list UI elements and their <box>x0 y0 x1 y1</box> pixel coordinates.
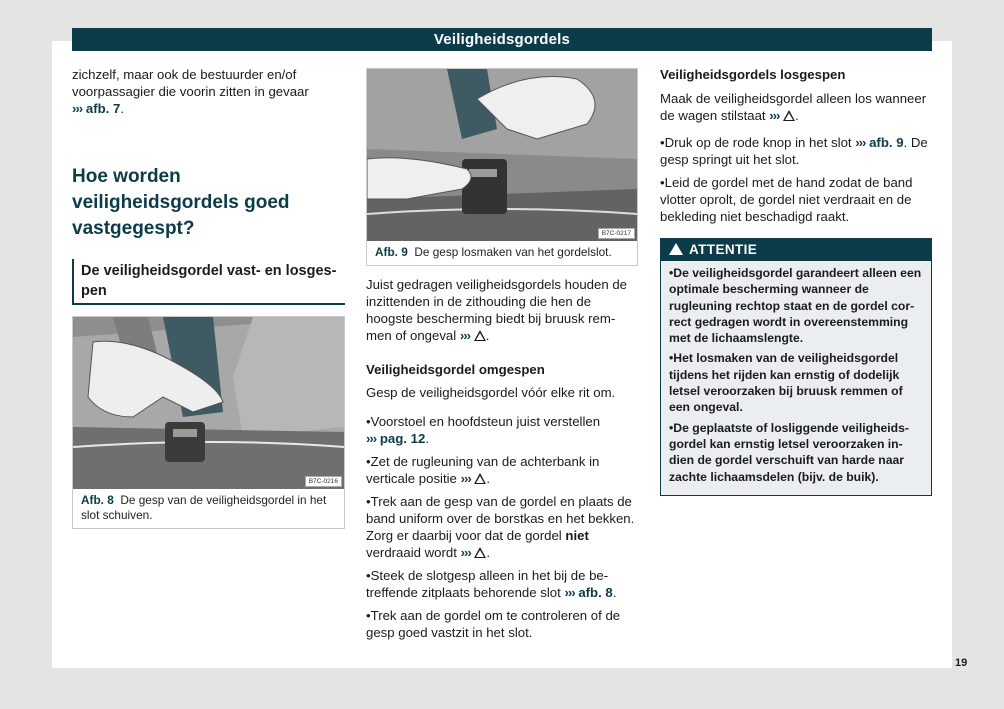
figure-8 <box>72 316 345 529</box>
figure-link[interactable]: afb. 7 <box>85 101 121 116</box>
caption-text: De gesp van de veiligheidsgordel in het slot schuiven. <box>81 493 327 522</box>
column-right <box>660 66 932 496</box>
page-link[interactable]: pag. 12 <box>379 431 426 446</box>
figure-link[interactable]: afb. 9 <box>869 135 904 150</box>
list-item: • Zet de rugleuning van de achterbank in verticale positie ››› . <box>366 453 638 487</box>
list-item: • Steek de slotgesp alleen in het bij de be-treffende zitplaats behorende slot ››› afb. 8. <box>366 567 638 601</box>
paragraph-text: Juist gedragen veiligheidsgordels houden de inzittenden in de zithouding die hen de hoogste bescherming biedt bij bruusk rem-men of ongeval <box>366 277 628 343</box>
chevron-icon: ››› <box>366 431 377 446</box>
list-item: • Druk op de rode knop in het slot ››› afb. 9. De gesp springt uit het slot. <box>660 134 932 168</box>
warning-icon[interactable] <box>474 473 486 484</box>
attention-item: • De veiligheidsgordel garandeert alleen een optimale bescherming wanneer de rugleuning rechtop staat en de gordel cor-rect gedragen wordt in overeenstemming met de lichaamslengte. <box>669 265 923 346</box>
emphasis-text: niet <box>565 528 589 543</box>
intro-paragraph: zichzelf, maar ook de bestuurder en/of voorpassagier die voorin zitten in gevaar ››› afb. 7. <box>72 67 309 116</box>
chevron-icon: ››› <box>460 545 471 560</box>
list-item: • Trek aan de gesp van de gordel en plaats de band uniform over de borstkas en het bekken. Zorg er daarbij voor dat de gordel niet verdraaid wordt ››› . <box>366 493 638 561</box>
intro-text: zichzelf, maar ook de bestuurder en/of voorpassagier die voorin zitten in gevaar <box>72 67 309 99</box>
seatbelt-release-illustration <box>367 69 637 241</box>
figure-code: B7C-0216 <box>305 476 342 487</box>
list-item-text: Druk op de rode knop in het slot <box>664 135 852 150</box>
chevron-icon: ››› <box>72 101 83 116</box>
warning-icon[interactable] <box>474 330 486 341</box>
figure-link[interactable]: afb. 8 <box>578 585 613 600</box>
list-item-text: De gesp springt uit het slot. <box>660 135 928 167</box>
section-title: Veiligheidsgordel omgespen <box>366 362 545 377</box>
attention-title: ATTENTIE <box>689 242 758 257</box>
list-item <box>660 174 932 225</box>
attention-header <box>661 239 931 261</box>
list-item-text: Trek aan de gesp van de gordel en plaats de band uniform over de borstkas en het bekken. Zorg er daarbij voor dat de gordel <box>366 494 635 543</box>
seatbelt-buckle-insert-illustration <box>73 317 344 489</box>
list-item-text: Voorstoel en hoofdsteun juist verstellen <box>370 414 601 429</box>
caption-text: De gesp losmaken van het gordelslot. <box>414 245 612 259</box>
figure-caption <box>73 489 344 528</box>
list-item-text: Trek aan de gordel om te controleren of de gesp goed vastzit in het slot. <box>366 608 621 640</box>
chapter-header: Veiligheidsgordels <box>72 28 932 51</box>
warning-icon <box>669 243 683 255</box>
list-item-text: Leid de gordel met de hand zodat de band vlotter oprolt, de gordel niet verdraait en de bekleding niet beschadigd raakt. <box>660 175 913 224</box>
chevron-icon: ››› <box>564 585 575 600</box>
column-left <box>72 66 345 529</box>
column-middle <box>366 68 638 641</box>
attention-item: • Het losmaken van de veiligheidsgordel tijdens het rijden kan ernstig of dodelijk letsel veroorzaken bij bruusk remmen of een ongeval. <box>669 350 923 415</box>
figure-label: Afb. 9 <box>375 245 408 259</box>
chevron-icon: ››› <box>459 328 471 343</box>
attention-body <box>661 261 931 495</box>
list-item: • Voorstoel en hoofdsteun juist verstellen ››› pag. 12. <box>366 413 638 447</box>
chevron-icon: ››› <box>769 108 780 123</box>
subsection-heading: De veiligheidsgordel vast- en losges-pen <box>72 259 345 305</box>
section-intro: Maak de veiligheidsgordel alleen los wanneer de wagen stilstaat ››› . <box>660 91 927 123</box>
section-intro: Gesp de veiligheidsgordel vóór elke rit om. <box>366 385 616 400</box>
figure-code: B7C-0217 <box>598 228 635 239</box>
warning-icon[interactable] <box>783 110 795 121</box>
attention-box <box>660 238 932 496</box>
list-item <box>366 607 638 641</box>
list-item-text: verdraaid wordt <box>366 545 457 560</box>
list-item-text: Zet de rugleuning van de achterbank in verticale positie <box>366 454 600 486</box>
figure-label: Afb. 8 <box>81 493 114 507</box>
body-paragraph: Juist gedragen veiligheidsgordels houden de inzittenden in de zithouding die hen de hoogste bescherming biedt bij bruusk rem-men of ongeval ››› . <box>366 277 628 343</box>
figure-8-image <box>73 317 344 489</box>
list-item-text: Steek de slotgesp alleen in het bij de be-treffende zitplaats behorende slot <box>366 568 609 600</box>
intro-text: Maak de veiligheidsgordel alleen los wanneer de wagen stilstaat <box>660 91 927 123</box>
chevron-icon: ››› <box>460 471 471 486</box>
figure-caption <box>367 241 637 265</box>
figure-9 <box>366 68 638 266</box>
warning-icon[interactable] <box>474 547 486 558</box>
section-heading: Hoe worden veiligheidsgordels goed vastgegespt? <box>72 166 290 239</box>
chevron-icon: ››› <box>855 135 866 150</box>
section-title: Veiligheidsgordels losgespen <box>660 67 846 82</box>
attention-item: • De geplaatste of losliggende veiligheids-gordel kan ernstig letsel veroorzaken in-dien de gordel verschuift van harde naar zachte lichaamsdelen (bijv. de buik). <box>669 420 923 485</box>
figure-9-image <box>367 69 637 241</box>
page-number: 19 <box>955 657 968 669</box>
